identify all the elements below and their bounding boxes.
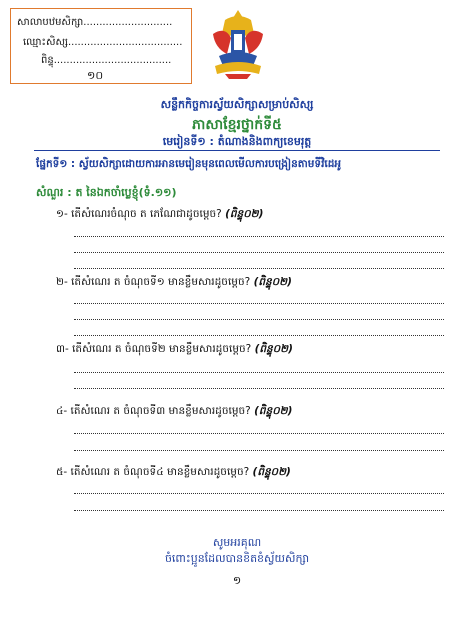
ministry-emblem-icon <box>205 8 271 80</box>
question-3 <box>56 343 293 358</box>
student-info-box <box>10 8 192 84</box>
part-heading: ផ្នែកទី១ : ស្វ័យសិក្សាដោយការអានមេរៀនមុនពេលមើលការបង្រៀនតាមទីវិដេអូ <box>36 158 342 170</box>
total-score: ១០ <box>87 69 104 82</box>
answer-line[interactable] <box>74 450 444 451</box>
school-name-field: សាលាបឋមសិក្សា............................ <box>17 17 173 28</box>
question-5 <box>56 466 291 481</box>
question-text: ២- តើសំណេរ ត ចំណុចទី១ មានខ្លឹមសារដូចម្ដេច? <box>56 276 251 288</box>
answer-line[interactable] <box>74 303 444 304</box>
answer-line[interactable] <box>74 236 444 237</box>
question-text: ៣- តើសំណេរ ត ចំណុចទី២ មានខ្លឹមសារដូចម្ដេច? <box>56 343 252 355</box>
worksheet-title: សន្លឹកកិច្ចការស្វ័យសិក្សាសម្រាប់សិស្ស <box>160 98 314 111</box>
question-4 <box>56 405 292 420</box>
lesson-title: មេរៀនទី១ : តំណាងនិងពាក្យខេមរុត្ត <box>162 135 312 148</box>
student-name-field: ឈ្មោះសិស្ស.................................... <box>23 37 183 48</box>
title-divider <box>34 150 440 151</box>
question-points: (ពិន្ទុ០២) <box>254 405 293 417</box>
question-text: ១- តើសំណេរចំណុច ត ភេណែជាដូចម្ដេច? <box>56 208 222 220</box>
wish-text: ចំពោះប្អូនដែលបានខិតខំស្វ័យសិក្សា <box>164 552 310 565</box>
question-1 <box>56 208 263 223</box>
question-text: ៤- តើសំណេរ ត ចំណុចទី៣ មានខ្លឹមសារដូចម្ដេច? <box>56 405 251 417</box>
answer-line[interactable] <box>74 268 444 269</box>
questions-heading: សំណួរ : ត នៃឯកចាំប្លេខ្ញុំ(ទំ.១១) <box>36 186 177 199</box>
question-2 <box>56 276 292 291</box>
score-field: ពិន្ទុ..................................... <box>41 55 172 66</box>
answer-line[interactable] <box>74 335 444 336</box>
answer-line[interactable] <box>74 493 444 494</box>
answer-line[interactable] <box>74 372 444 373</box>
question-points: (ពិន្ទុ០២) <box>253 276 292 288</box>
subject-title: ភាសាខ្មែរថ្នាក់ទី៥ <box>192 117 282 133</box>
answer-line[interactable] <box>74 319 444 320</box>
answer-line[interactable] <box>74 433 444 434</box>
answer-line[interactable] <box>74 510 444 511</box>
thanks-text: សូមអរគុណ <box>212 536 262 549</box>
answer-line[interactable] <box>74 252 444 253</box>
question-points: (ពិន្ទុ០២) <box>254 343 293 355</box>
question-text: ៥- តើសំណេរ ត ចំណុចទី៤ មានខ្លឹមសារដូចម្ដេច? <box>56 466 250 478</box>
question-points: (ពិន្ទុ០២) <box>252 466 291 478</box>
answer-line[interactable] <box>74 388 444 389</box>
page-number: ១ <box>232 574 242 587</box>
question-points: (ពិន្ទុ០២) <box>225 208 264 220</box>
